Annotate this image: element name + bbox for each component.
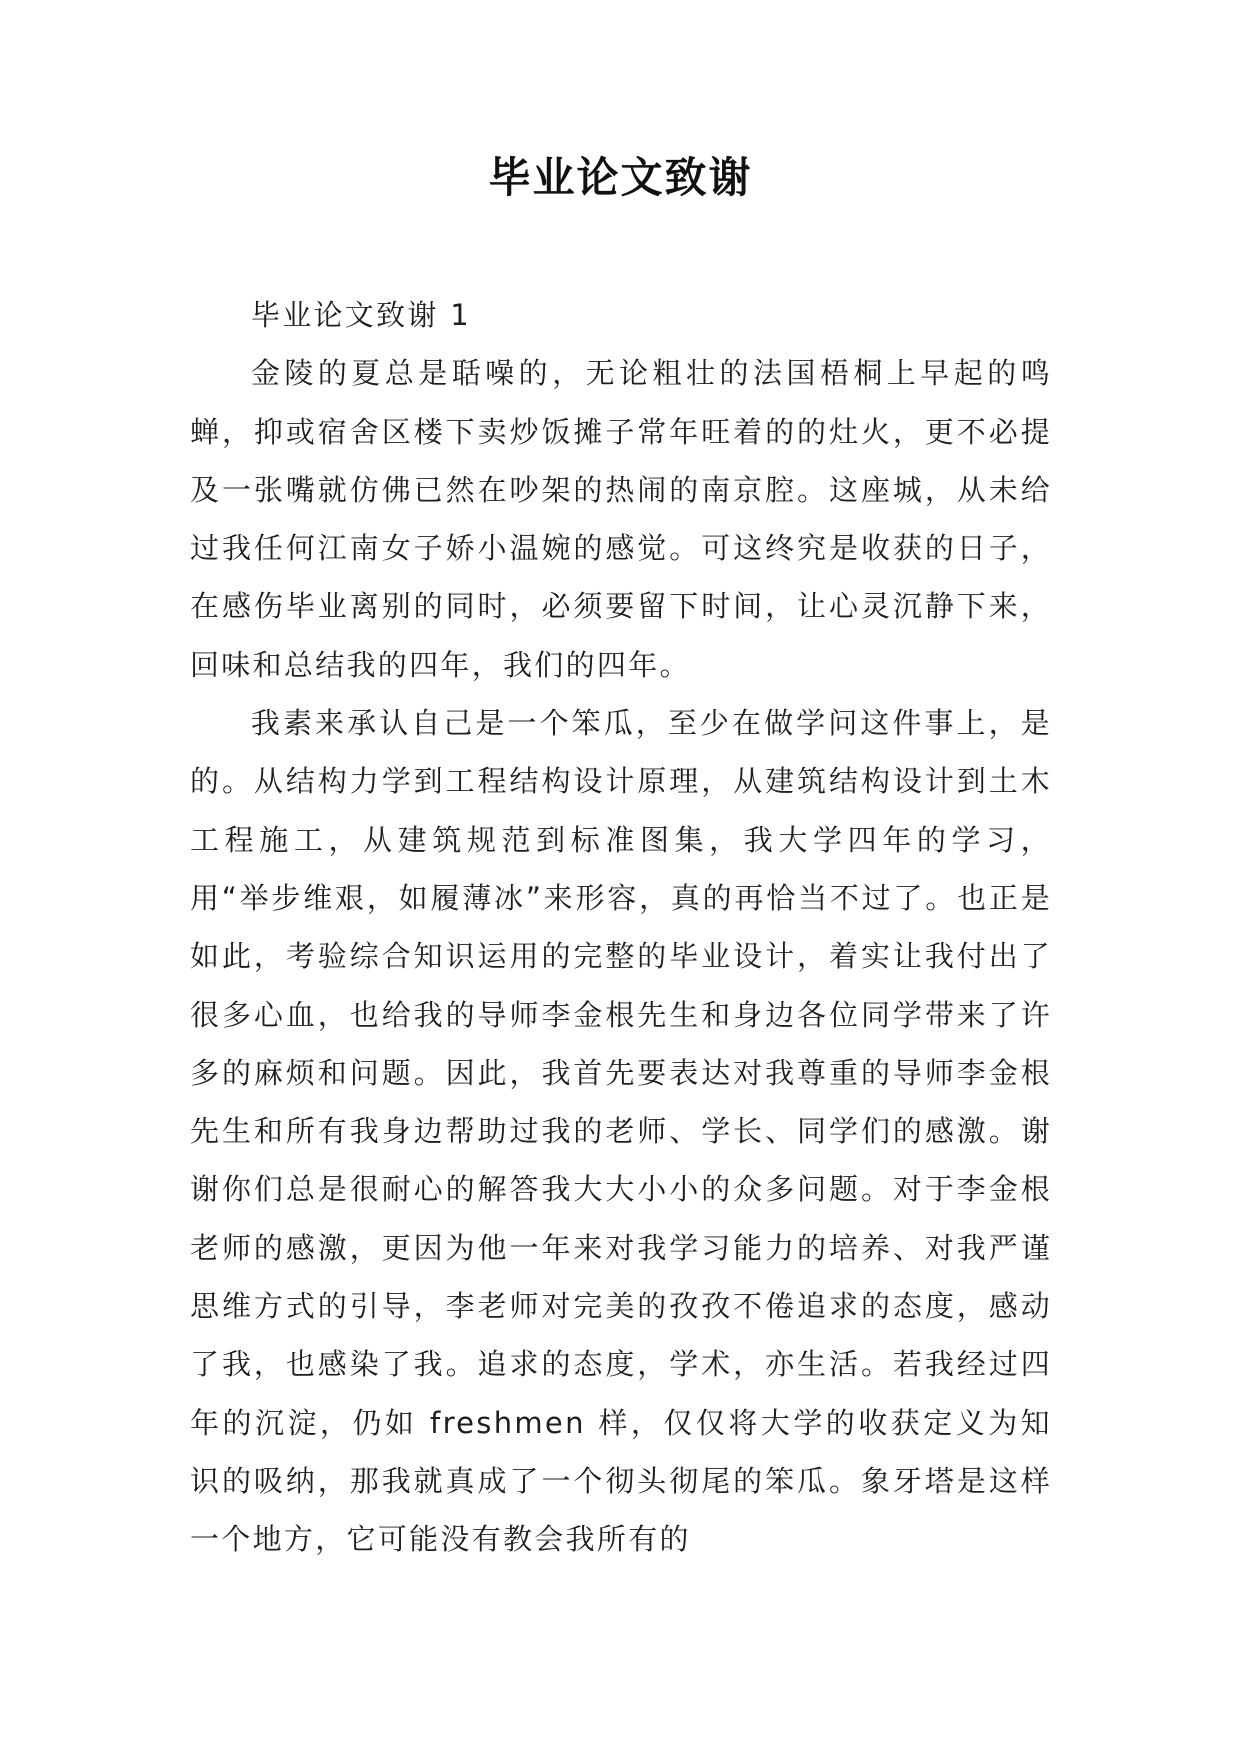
paragraph-1: 金陵的夏总是聒噪的，无论粗壮的法国梧桐上早起的鸣蝉，抑或宿舍区楼下卖炒饭摊子常年旺着的的灶火，更不必提及一张嘴就仿佛已然在吵架的热闹的南京腔。这座城，从未给过我任何江南女子娇小温婉的感觉。可这终究是收获的日子，在感伤毕业离别的同时，必须要留下时间，让心灵沉静下来，回味和总结我的四年，我们的四年。 — [190, 356, 1052, 682]
document-body — [190, 286, 1052, 1569]
paragraph-2: 我素来承认自己是一个笨瓜，至少在做学问这件事上，是的。从结构力学到工程结构设计原理，从建筑结构设计到土木工程施工，从建筑规范到标准图集，我大学四年的学习，用“举步维艰，如履薄冰”来形容，真的再恰当不过了。也正是如此，考验综合知识运用的完整的毕业设计，着实让我付出了很多心血，也给我的导师李金根先生和身边各位同学带来了许多的麻烦和问题。因此，我首先要表达对我尊重的导师李金根先生和所有我身边帮助过我的老师、学长、同学们的感激。谢谢你们总是很耐心的解答我大大小小的众多问题。对于李金根老师的感激，更因为他一年来对我学习能力的培养、对我严谨思维方式的引导，李老师对完美的孜孜不倦追求的态度，感动了我，也感染了我。追求的态度，学术，亦生活。若我经过四年的沉淀，仍如 freshmen 样，仅仅将大学的收获定义为知识的吸纳，那我就真成了一个彻头彻尾的笨瓜。象牙塔是这样一个地方，它可能没有教会我所有的 — [190, 706, 1052, 1557]
document-title: 毕业论文致谢 — [488, 153, 753, 202]
section-heading: 毕业论文致谢 1 — [250, 298, 471, 332]
